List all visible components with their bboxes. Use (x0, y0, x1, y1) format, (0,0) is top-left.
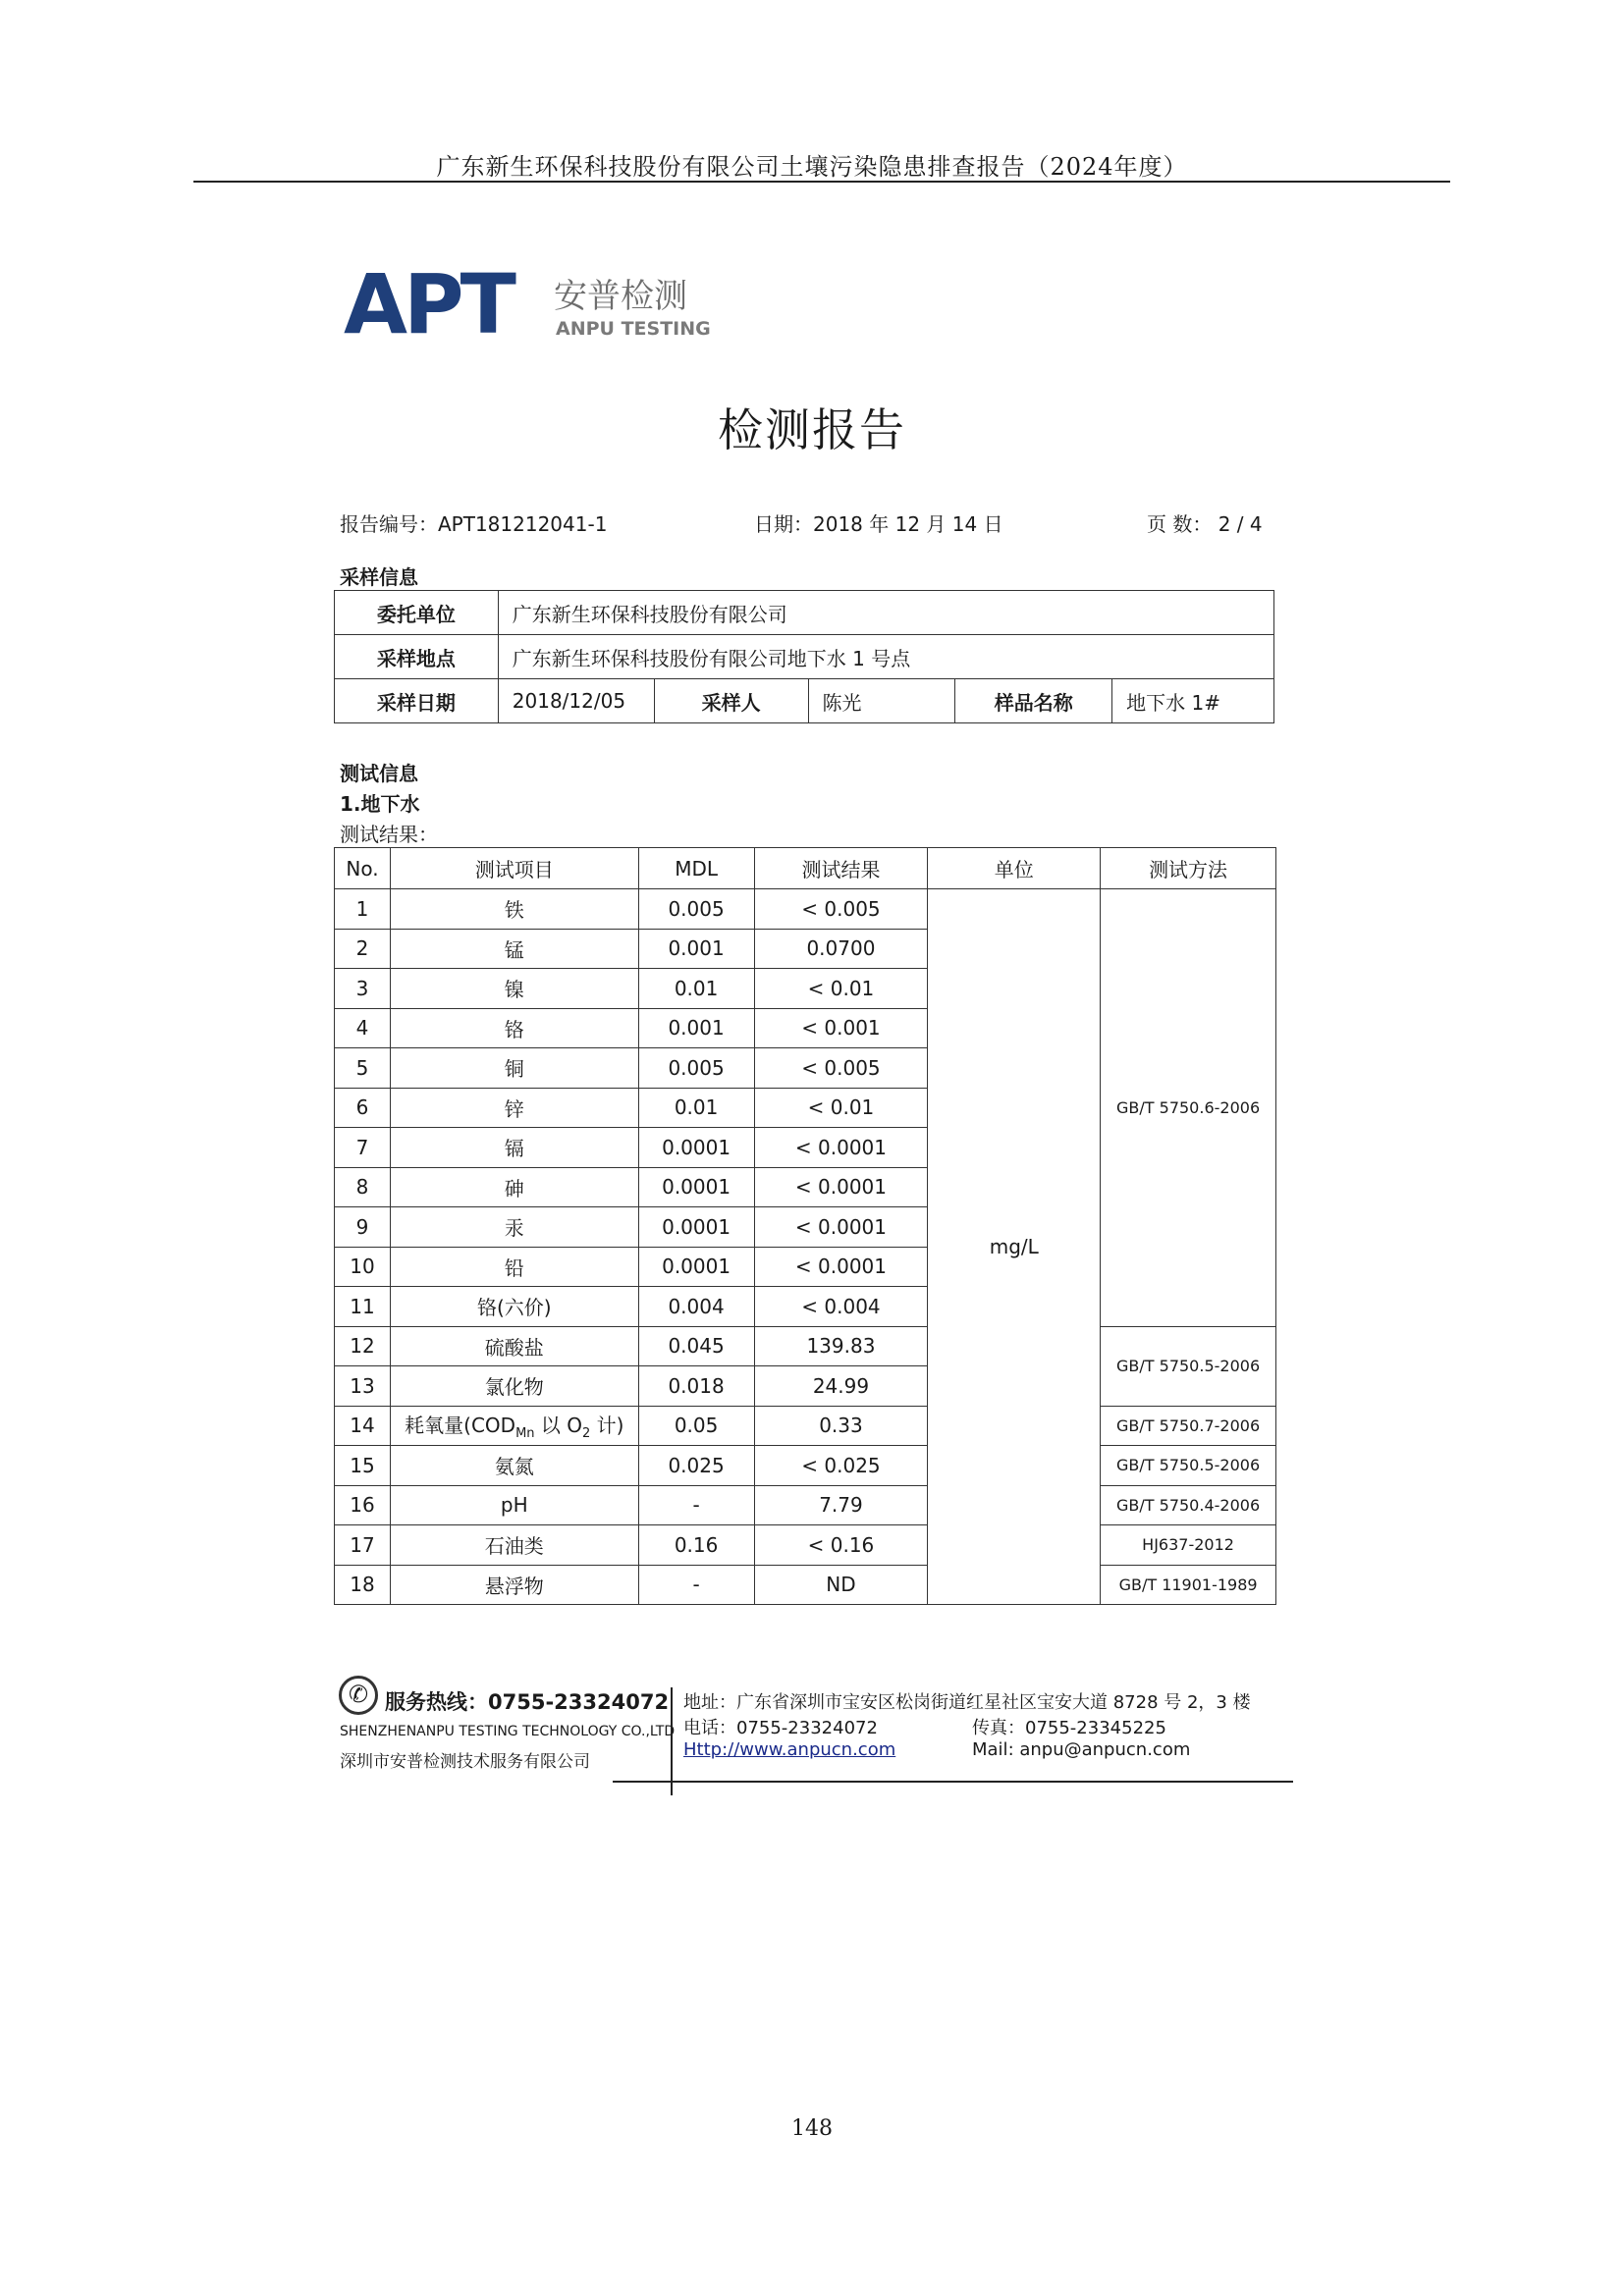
column-header: 测试项目 (390, 848, 638, 889)
row-number: 7 (335, 1128, 391, 1168)
sample-name-label: 样品名称 (955, 679, 1112, 723)
footer-fax: 传真：0755-23345225 (972, 1718, 1166, 1738)
results-table (334, 847, 1276, 1605)
sampling-date-label: 采样日期 (335, 679, 499, 723)
result-value: ND (754, 1565, 928, 1605)
logo-name-cn: 安普检测 (554, 277, 687, 316)
method-cell: GB/T 5750.7-2006 (1101, 1406, 1276, 1446)
row-number: 8 (335, 1167, 391, 1207)
column-header: 测试结果 (754, 848, 928, 889)
row-number: 3 (335, 969, 391, 1009)
row-number: 1 (335, 889, 391, 930)
report-number: 报告编号：APT181212041-1 (340, 512, 608, 536)
footer-mail: Mail: anpu@anpucn.com (972, 1739, 1191, 1760)
unit-cell: mg/L (928, 889, 1101, 1605)
mdl-value: 0.001 (638, 1008, 754, 1048)
row-number: 16 (335, 1485, 391, 1525)
row-number: 10 (335, 1247, 391, 1287)
header-rule (193, 181, 1450, 183)
logo-mark: APT (344, 256, 513, 352)
column-header: 测试方法 (1101, 848, 1276, 889)
row-number: 12 (335, 1326, 391, 1366)
row-number: 15 (335, 1446, 391, 1486)
sampler-label: 采样人 (654, 679, 808, 723)
method-cell: GB/T 11901-1989 (1101, 1565, 1276, 1605)
result-value: < 0.005 (754, 1048, 928, 1089)
table-row (335, 591, 1274, 635)
footer-company-en: SHENZHENANPU TESTING TECHNOLOGY CO.,LTD (340, 1724, 676, 1739)
test-item-text: 以 O (534, 1414, 582, 1438)
mdl-value: 0.01 (638, 1088, 754, 1128)
sampling-date-value: 2018/12/05 (498, 679, 654, 723)
result-value: < 0.001 (754, 1008, 928, 1048)
mdl-value: 0.005 (638, 889, 754, 930)
column-header: MDL (638, 848, 754, 889)
document-title: 检测报告 (718, 403, 906, 456)
mdl-value: 0.018 (638, 1366, 754, 1407)
table-row (335, 1406, 1276, 1446)
mdl-value: 0.0001 (638, 1167, 754, 1207)
test-section-title: 测试信息 (340, 762, 418, 785)
footer-address: 地址：广东省深圳市宝安区松岗街道红星社区宝安大道 8728 号 2，3 楼 (683, 1692, 1251, 1713)
footer-hotline: 服务热线：0755-23324072 (385, 1690, 670, 1714)
result-value: 0.0700 (754, 929, 928, 969)
sampling-info-table (334, 590, 1274, 723)
row-number: 5 (335, 1048, 391, 1089)
result-value: < 0.0001 (754, 1207, 928, 1248)
test-item: 氨氮 (390, 1446, 638, 1486)
mdl-value: 0.0001 (638, 1128, 754, 1168)
table-row (335, 1565, 1276, 1605)
test-item: 锰 (390, 929, 638, 969)
test-item: pH (390, 1485, 638, 1525)
table-row (335, 1485, 1276, 1525)
result-value: < 0.005 (754, 889, 928, 930)
test-item: 硫酸盐 (390, 1326, 638, 1366)
method-cell: GB/T 5750.4-2006 (1101, 1485, 1276, 1525)
test-item-text: 耗氧量(COD (405, 1414, 516, 1438)
page-number: 148 (791, 2116, 833, 2141)
logo-name-en: ANPU TESTING (556, 318, 711, 340)
mdl-value: 0.16 (638, 1525, 754, 1566)
phone-icon: ✆ (339, 1676, 378, 1715)
row-number: 9 (335, 1207, 391, 1248)
test-item: 石油类 (390, 1525, 638, 1566)
test-item: 镍 (390, 969, 638, 1009)
result-value: < 0.0001 (754, 1128, 928, 1168)
test-item (390, 1406, 638, 1446)
row-number: 17 (335, 1525, 391, 1566)
result-value: 139.83 (754, 1326, 928, 1366)
method-cell: GB/T 5750.5-2006 (1101, 1446, 1276, 1486)
test-item: 镉 (390, 1128, 638, 1168)
sampler-value: 陈光 (808, 679, 955, 723)
test-item: 锌 (390, 1088, 638, 1128)
test-item: 汞 (390, 1207, 638, 1248)
test-item: 铬 (390, 1008, 638, 1048)
table-row (335, 679, 1274, 723)
result-value: < 0.0001 (754, 1247, 928, 1287)
test-item: 铁 (390, 889, 638, 930)
row-number: 14 (335, 1406, 391, 1446)
mdl-value: 0.005 (638, 1048, 754, 1089)
subscript-2: 2 (582, 1426, 591, 1442)
client-label: 委托单位 (335, 591, 499, 635)
result-value: < 0.16 (754, 1525, 928, 1566)
mdl-value: - (638, 1485, 754, 1525)
footer-website-link[interactable]: Http://www.anpucn.com (683, 1739, 896, 1760)
method-cell: GB/T 5750.5-2006 (1101, 1326, 1276, 1406)
table-header-row (335, 848, 1276, 889)
column-header: 单位 (928, 848, 1101, 889)
mdl-value: 0.01 (638, 969, 754, 1009)
mdl-value: 0.001 (638, 929, 754, 969)
test-item: 氯化物 (390, 1366, 638, 1407)
table-row (335, 1525, 1276, 1566)
result-value: < 0.004 (754, 1287, 928, 1327)
row-number: 4 (335, 1008, 391, 1048)
table-row (335, 1446, 1276, 1486)
subscript-mn: Mn (515, 1426, 535, 1442)
row-number: 6 (335, 1088, 391, 1128)
row-number: 13 (335, 1366, 391, 1407)
mdl-value: 0.045 (638, 1326, 754, 1366)
mdl-value: - (638, 1565, 754, 1605)
sample-name-value: 地下水 1# (1112, 679, 1274, 723)
table-row (335, 889, 1276, 930)
test-item: 悬浮物 (390, 1565, 638, 1605)
result-value: 0.33 (754, 1406, 928, 1446)
column-header: No. (335, 848, 391, 889)
sampling-section-title: 采样信息 (340, 565, 418, 589)
method-cell: HJ637-2012 (1101, 1525, 1276, 1566)
footer-divider-horizontal (613, 1781, 1293, 1783)
mdl-value: 0.05 (638, 1406, 754, 1446)
mdl-value: 0.0001 (638, 1247, 754, 1287)
method-cell: GB/T 5750.6-2006 (1101, 889, 1276, 1327)
location-value: 广东新生环保科技股份有限公司地下水 1 号点 (498, 635, 1273, 679)
test-item: 铅 (390, 1247, 638, 1287)
row-number: 11 (335, 1287, 391, 1327)
test-item: 铜 (390, 1048, 638, 1089)
report-date: 日期：2018 年 12 月 14 日 (754, 512, 1003, 536)
result-value: < 0.01 (754, 1088, 928, 1128)
client-value: 广东新生环保科技股份有限公司 (498, 591, 1273, 635)
result-value: < 0.025 (754, 1446, 928, 1486)
result-value: 24.99 (754, 1366, 928, 1407)
result-value: < 0.01 (754, 969, 928, 1009)
mdl-value: 0.004 (638, 1287, 754, 1327)
mdl-value: 0.025 (638, 1446, 754, 1486)
page-count: 页 数： 2 / 4 (1147, 512, 1263, 536)
running-header: 广东新生环保科技股份有限公司土壤污染隐患排查报告（2024年度） (436, 153, 1188, 181)
table-row (335, 635, 1274, 679)
test-item: 铬(六价) (390, 1287, 638, 1327)
test-subsection: 1.地下水 (340, 792, 420, 816)
row-number: 2 (335, 929, 391, 969)
row-number: 18 (335, 1565, 391, 1605)
result-value: 7.79 (754, 1485, 928, 1525)
footer-divider-vertical (671, 1687, 673, 1795)
results-label: 测试结果： (340, 823, 438, 846)
footer-tel: 电话：0755-23324072 (683, 1718, 878, 1738)
test-item: 砷 (390, 1167, 638, 1207)
mdl-value: 0.0001 (638, 1207, 754, 1248)
location-label: 采样地点 (335, 635, 499, 679)
footer-company-cn: 深圳市安普检测技术服务有限公司 (340, 1752, 590, 1772)
result-value: < 0.0001 (754, 1167, 928, 1207)
test-item-text: 计) (590, 1414, 624, 1438)
table-row (335, 1326, 1276, 1366)
